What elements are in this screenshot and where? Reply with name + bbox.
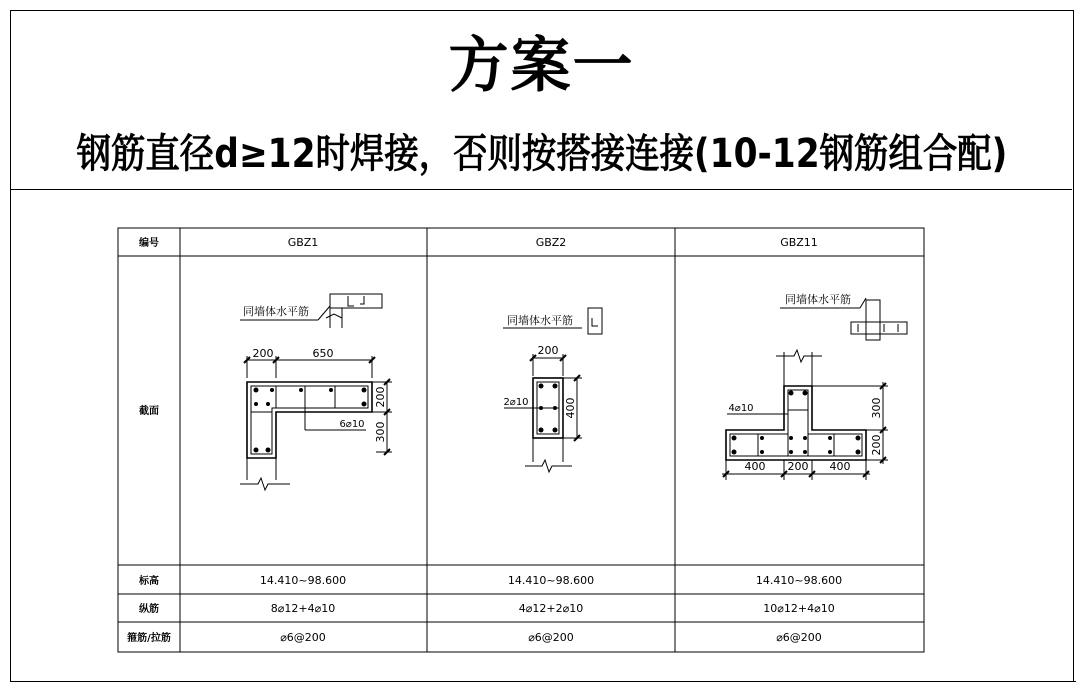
- cell-id-gbz2: GBZ2: [535, 236, 567, 249]
- gbz1-dim-right-a: 200: [374, 386, 387, 408]
- cell-longitudinal-gbz2: 4⌀12+2⌀10: [518, 602, 584, 615]
- row-label-id: 编号: [139, 238, 159, 249]
- page-title: 方案一: [448, 31, 635, 101]
- cell-stirrup-gbz2: ⌀6@200: [528, 631, 574, 644]
- cell-stirrup-gbz11: ⌀6@200: [776, 631, 822, 644]
- gbz11-dim-bot-c: 400: [829, 460, 851, 473]
- gbz11-dim-bot-a: 400: [744, 460, 766, 473]
- wall-note-gbz2: 同墙体水平筋: [507, 314, 573, 327]
- cell-longitudinal-gbz1: 8⌀12+4⌀10: [270, 602, 336, 615]
- wall-note-gbz11: 同墙体水平筋: [785, 293, 851, 306]
- gbz11-dim-right-b: 200: [870, 434, 883, 456]
- section-gbz11: [722, 292, 907, 480]
- page-subtitle: 钢筋直径d≥12时焊接，否则按搭接连接(10-12钢筋组合配): [76, 131, 1008, 177]
- gbz11-bar-note: 4⌀10: [728, 403, 754, 414]
- gbz11-dim-bot-b: 200: [787, 460, 809, 473]
- section-gbz1: [240, 294, 392, 490]
- gbz2-bar-note: 2⌀10: [503, 397, 529, 408]
- row-label-stirrup: 箍筋/拉筋: [127, 633, 171, 644]
- section-gbz2: [503, 308, 602, 472]
- cell-id-gbz11: GBZ11: [780, 236, 818, 249]
- table-grid: [118, 228, 924, 652]
- cell-elevation-gbz2: 14.410~98.600: [507, 574, 595, 587]
- gbz11-dim-right-a: 300: [870, 397, 883, 419]
- gbz1-dim-right-b: 300: [374, 421, 387, 443]
- row-label-section: 截面: [139, 406, 159, 417]
- gbz2-dim-top: 200: [537, 344, 559, 357]
- cell-id-gbz1: GBZ1: [287, 236, 319, 249]
- wall-note-gbz1: 同墙体水平筋: [243, 305, 309, 318]
- cell-longitudinal-gbz11: 10⌀12+4⌀10: [763, 602, 835, 615]
- row-label-elevation: 标高: [139, 576, 159, 587]
- gbz1-bar-note: 6⌀10: [339, 419, 365, 430]
- gbz2-dim-right: 400: [564, 397, 577, 419]
- cell-stirrup-gbz1: ⌀6@200: [280, 631, 326, 644]
- gbz1-dim-top-a: 200: [252, 347, 274, 360]
- gbz1-dim-top-b: 650: [312, 347, 334, 360]
- row-label-longitudinal: 纵筋: [139, 604, 159, 615]
- cell-elevation-gbz1: 14.410~98.600: [259, 574, 347, 587]
- cell-elevation-gbz11: 14.410~98.600: [755, 574, 843, 587]
